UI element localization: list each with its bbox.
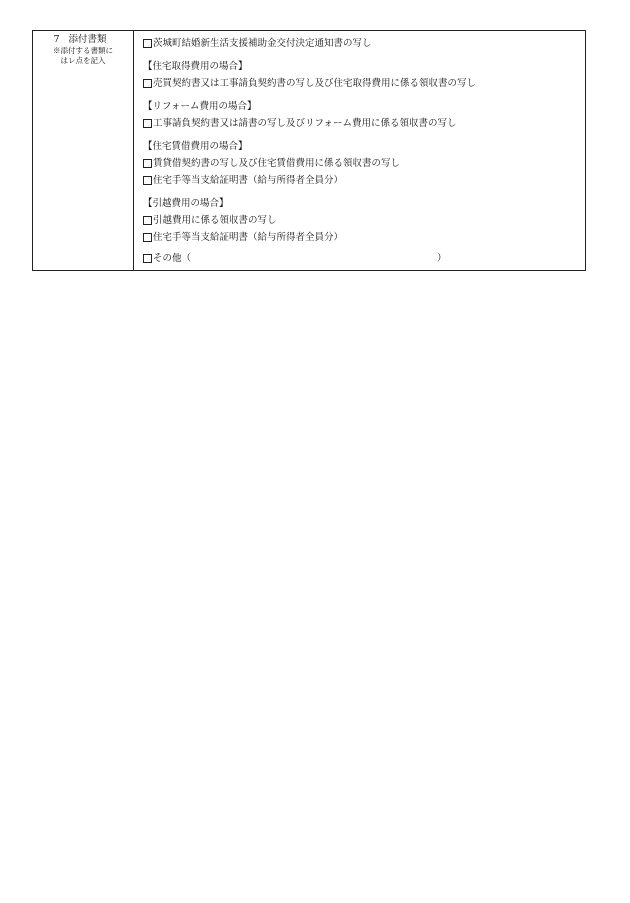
checklist-label-rental-allowance: 住宅手等当支給証明書（給与所得者全員分） (153, 175, 344, 186)
checkbox-moving-receipt[interactable] (143, 216, 152, 225)
section-number: 7 (53, 34, 60, 45)
checklist-label-other: その他（ (153, 253, 192, 264)
checkbox-rental-allowance[interactable] (143, 176, 152, 185)
group-heading-rental: 【住宅賃借費用の場合】 (143, 141, 248, 152)
checkbox-moving-allowance[interactable] (143, 233, 152, 242)
document-list-cell (134, 31, 585, 270)
checkbox-reform[interactable] (143, 119, 152, 128)
checklist-item-other (143, 250, 585, 267)
other-close-paren: ） (437, 253, 447, 264)
section-title-text: 添付書類 (68, 34, 107, 45)
checklist-item-moving-receipt (143, 212, 585, 229)
checkbox-notice[interactable] (143, 39, 152, 48)
checklist-item-moving-allowance (143, 229, 585, 246)
checkbox-other[interactable] (143, 254, 152, 263)
group-heading-housing-purchase: 【住宅取得費用の場合】 (143, 61, 248, 72)
checklist-label-reform: 工事請負契約書又は請書の写し及びリフォーム費用に係る領収書の写し (153, 118, 457, 129)
group-heading-reform: 【リフォーム費用の場合】 (143, 101, 257, 112)
checklist-label-moving-receipt: 引越費用に係る領収書の写し (153, 215, 277, 226)
checklist-label-moving-allowance: 住宅手等当支給証明書（給与所得者全員分） (153, 232, 344, 243)
section-note-line-1: ※添付する書類に (53, 46, 113, 55)
checklist-item-notice (143, 35, 585, 52)
checklist-item-rental-contract (143, 155, 585, 172)
checklist-label-rental-contract: 賃貸借契約書の写し及び住宅賃借費用に係る領収書の写し (153, 158, 401, 169)
checklist-item-rental-allowance (143, 172, 585, 189)
checkbox-rental-contract[interactable] (143, 159, 152, 168)
checklist-item-housing-purchase (143, 75, 585, 92)
section-label-cell (33, 31, 134, 270)
checklist-item-reform (143, 115, 585, 132)
checkbox-housing-purchase[interactable] (143, 79, 152, 88)
checklist-label-housing-purchase: 売買契約書又は工事請負契約書の写し及び住宅取得費用に係る領収書の写し (153, 78, 477, 89)
attachments-table (32, 30, 586, 271)
group-heading-moving: 【引越費用の場合】 (143, 198, 229, 209)
checklist-label-notice: 茨城町結婚新生活支援補助金交付決定通知書の写し (153, 38, 372, 49)
section-note-line-2: はレ点を記入 (60, 56, 106, 65)
section-title (33, 34, 133, 46)
